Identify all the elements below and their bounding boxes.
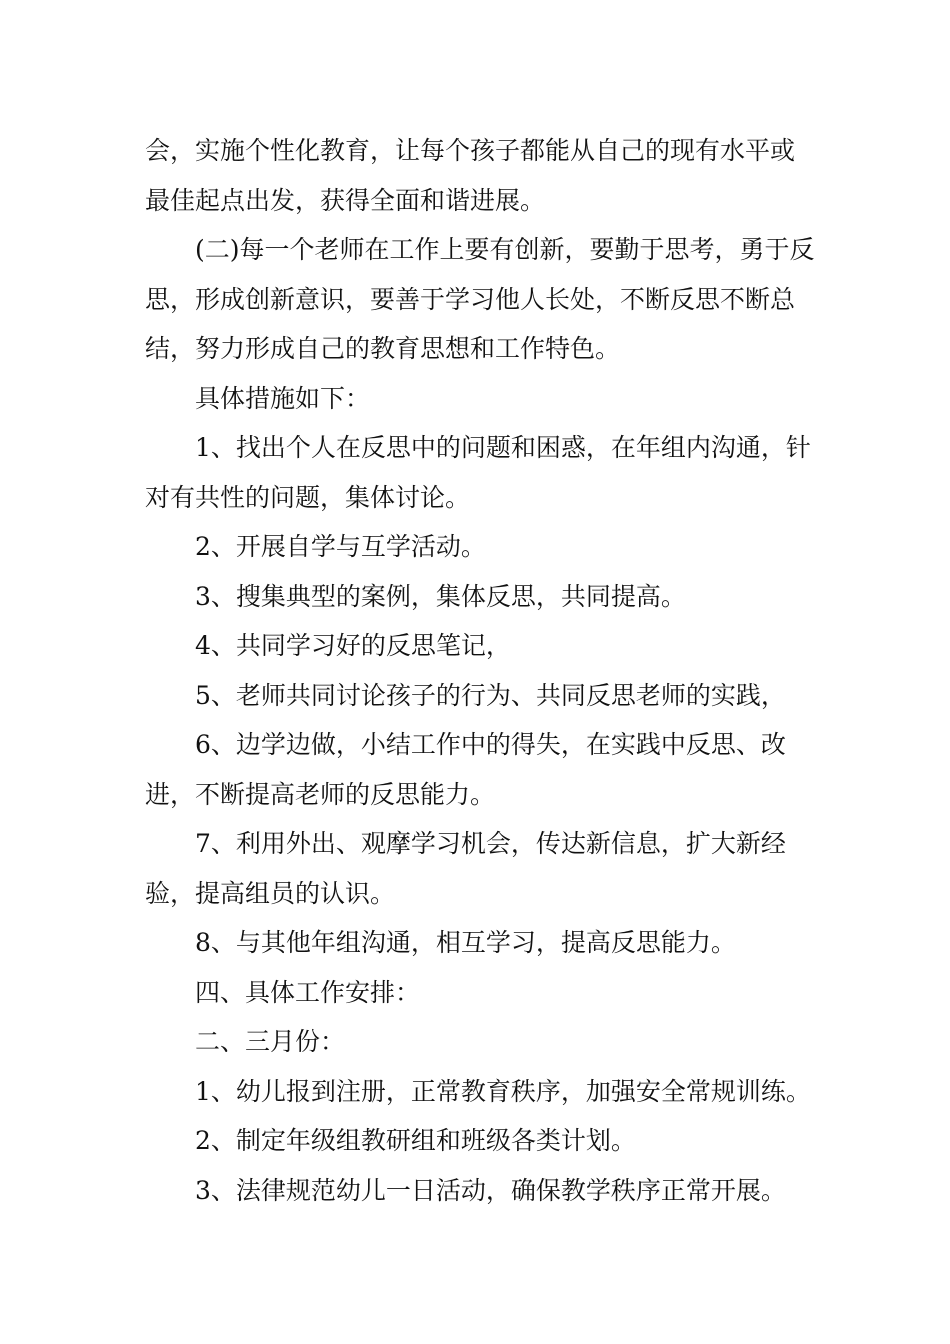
list-item-1: 1、找出个人在反思中的问题和困惑，在年组内沟通，针对有共性的问题，集体讨论。	[145, 433, 811, 512]
section-heading-schedule: 四、具体工作安排：	[195, 977, 421, 1007]
list-item-5: 5、老师共同讨论孩子的行为、共同反思老师的实践，	[195, 680, 786, 710]
list-item-3: 3、搜集典型的案例，集体反思，共同提高。	[195, 581, 686, 611]
subheading-feb-mar: 二、三月份：	[195, 1027, 346, 1056]
paragraph-measures-heading: 具体措施如下：	[195, 383, 371, 413]
list-item-7: 7、利用外出、观摩学习机会，传达新信息，扩大新经验，提高组员的认识。	[145, 829, 786, 908]
document-body	[145, 126, 815, 1215]
schedule-item-2: 2、制定年级组教研组和班级各类计划。	[195, 1126, 636, 1155]
list-item-8: 8、与其他年组沟通，相互学习，提高反思能力。	[195, 928, 736, 957]
list-item-4: 4、共同学习好的反思笔记，	[195, 631, 511, 660]
list-item-2: 2、开展自学与互学活动。	[195, 532, 486, 561]
schedule-item-1: 1、幼儿报到注册，正常教育秩序，加强安全常规训练。	[195, 1076, 811, 1106]
schedule-item-3: 3、法律规范幼儿一日活动，确保教学秩序正常开展。	[195, 1175, 786, 1205]
list-item-6: 6、边学边做，小结工作中的得失，在实践中反思、改进，不断提高老师的反思能力。	[145, 730, 786, 809]
paragraph-innovation: (二)每一个老师在工作上要有创新，要勤于思考，勇于反思，形成创新意识，要善于学习他人长处，不断反思不断总结，努力形成自己的教育思想和工作特色。	[145, 235, 815, 363]
paragraph-continuation: 会，实施个性化教育，让每个孩子都能从自己的现有水平或最佳起点出发，获得全面和谐进展。	[145, 136, 796, 215]
